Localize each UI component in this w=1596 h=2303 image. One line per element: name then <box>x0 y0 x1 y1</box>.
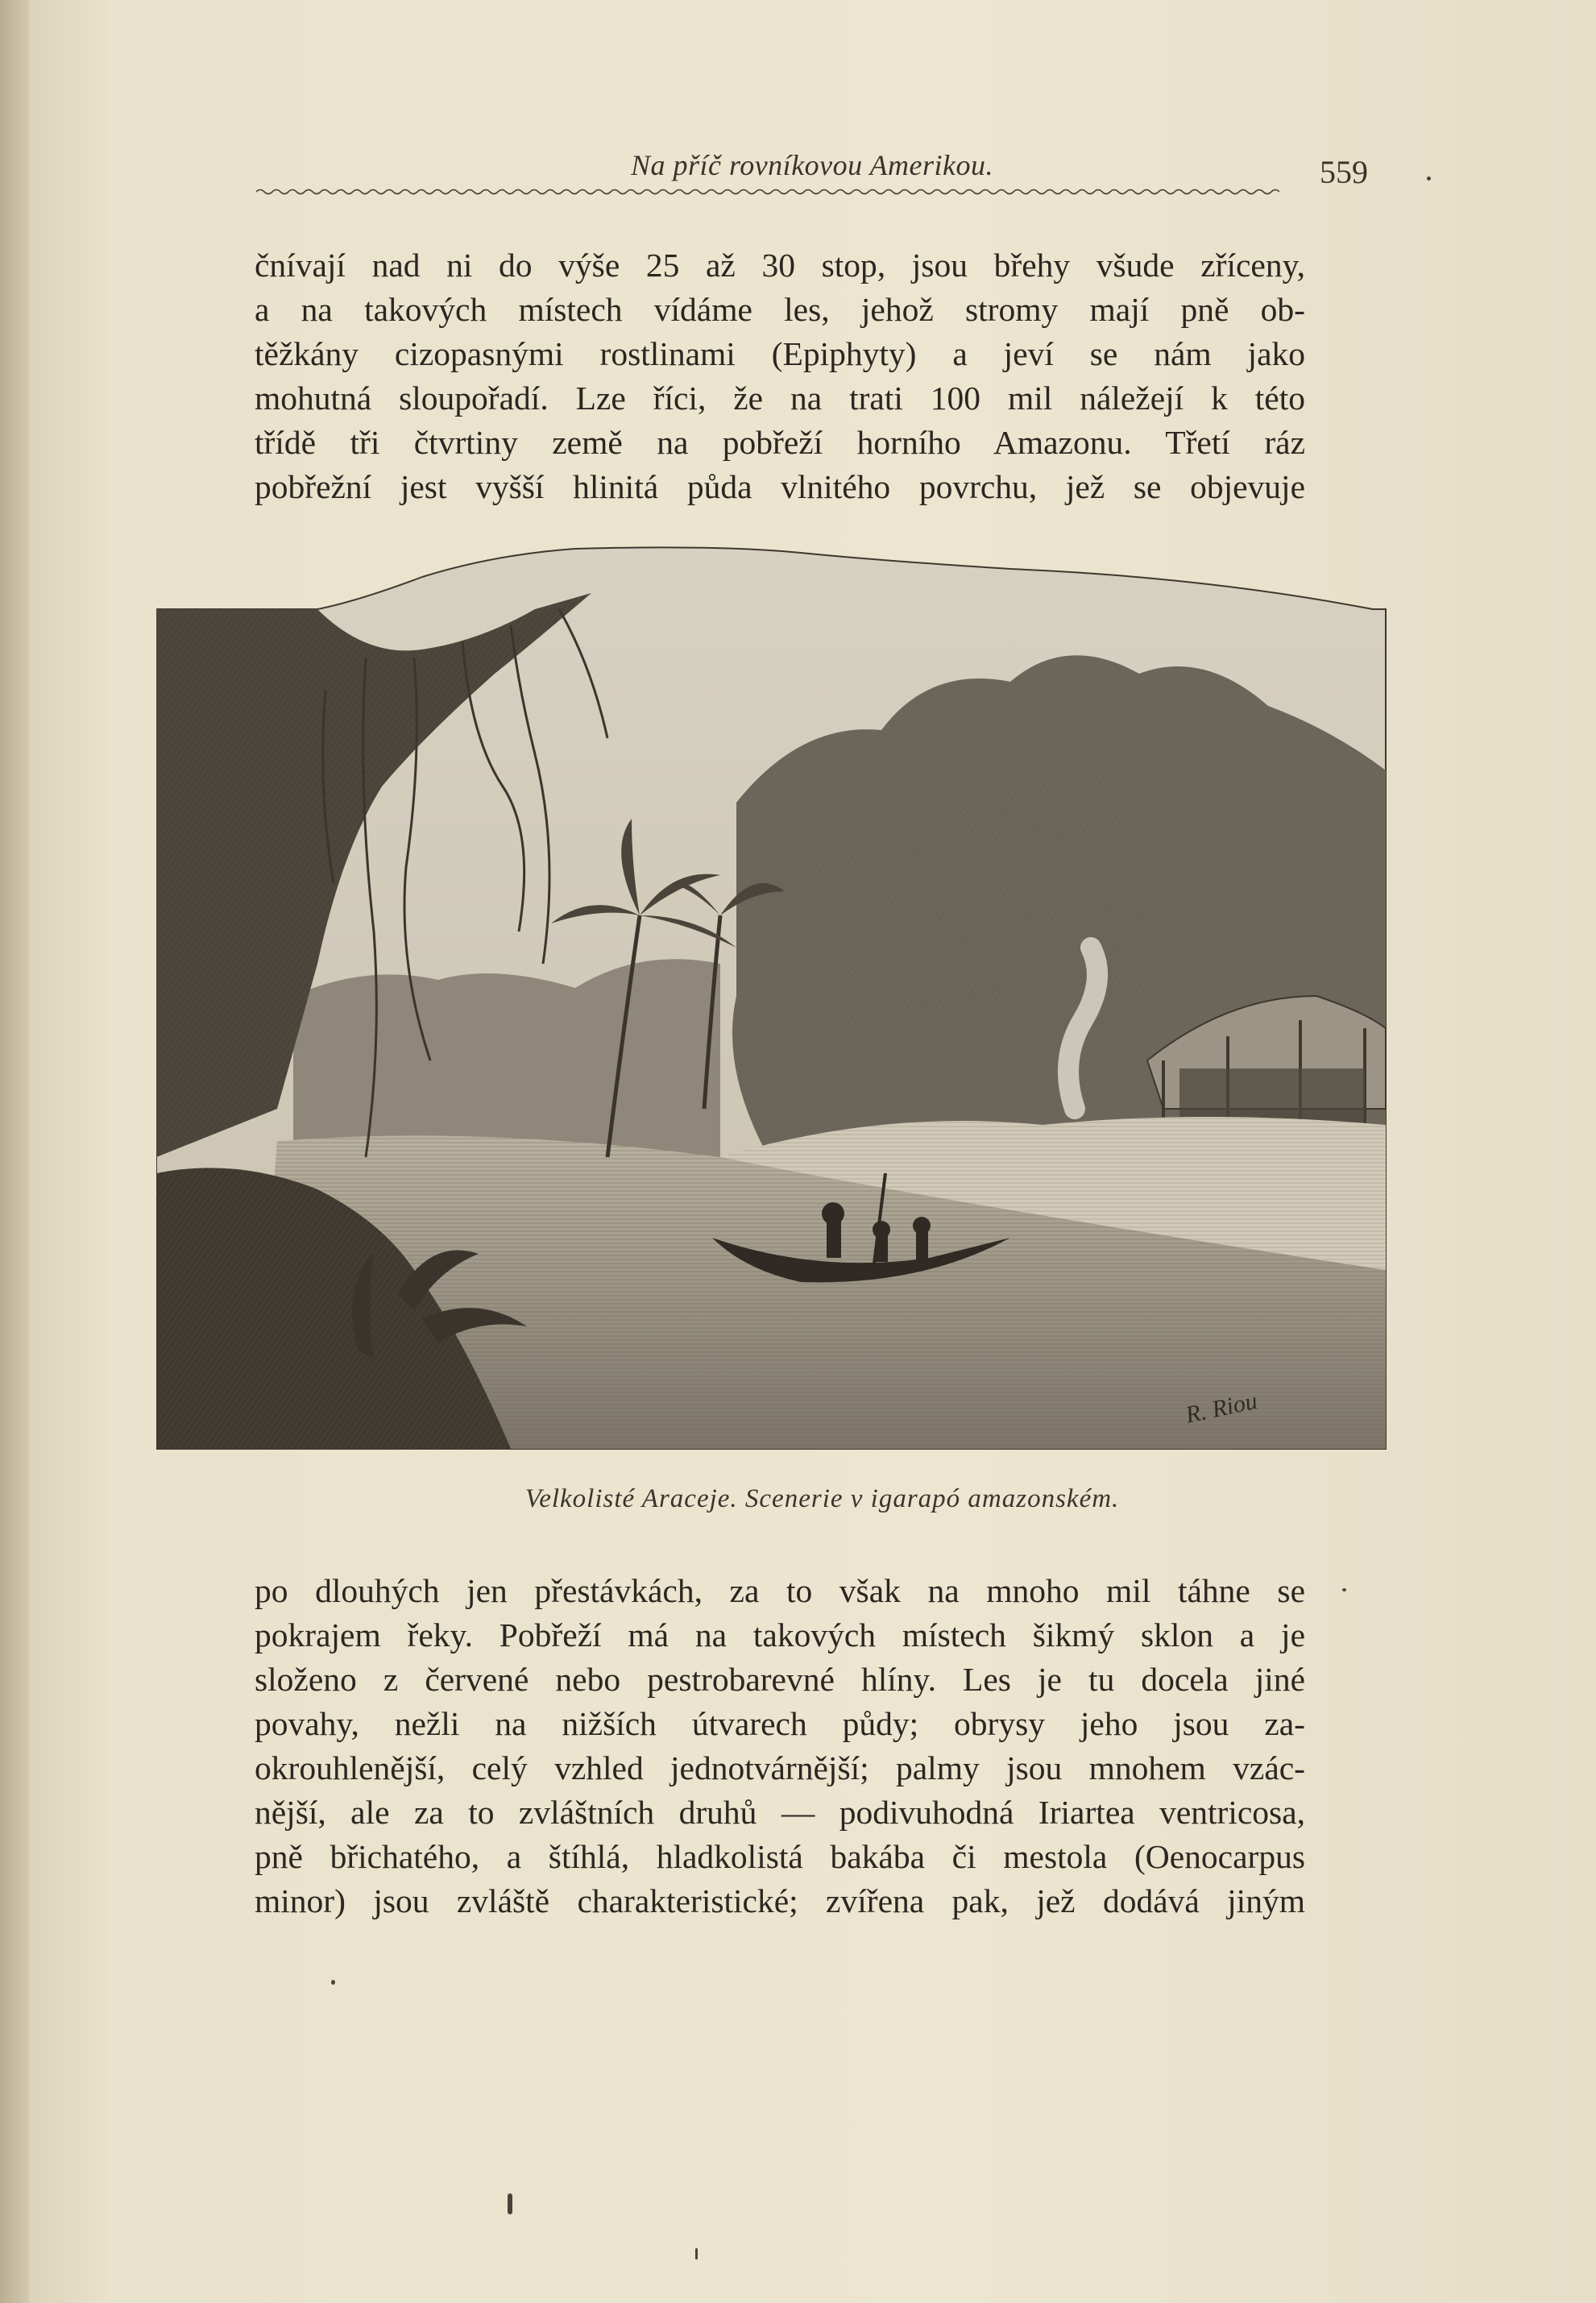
paper-speck <box>508 2193 512 2214</box>
page-binding-edge <box>0 0 29 2303</box>
text-line: okrouhlenější, celý vzhled jednotvárnější; palmy jsou mnohem vzác- <box>255 1749 1305 1786</box>
paragraph-lower <box>255 1569 1305 1923</box>
header-wavy-rule <box>256 187 1279 197</box>
figure-caption: Velkolisté Araceje. Scenerie v igarapó amazonském. <box>524 1484 1120 1513</box>
text-line: povahy, nežli na nižších útvarech půdy; obrysy jeho jsou za- <box>255 1705 1305 1742</box>
page-header <box>256 148 1368 197</box>
paragraph-upper <box>255 243 1305 509</box>
running-title: Na příč rovníkovou Amerikou. <box>631 149 993 181</box>
text-line: minor) jsou zvláště charakteristické; zvířena pak, jež dodává jiným <box>255 1882 1305 1919</box>
text-line: třídě tři čtvrtiny země na pobřeží horního Amazonu. Třetí ráz <box>255 424 1305 461</box>
text-line: těžkány cizopasnými rostlinami (Epiphyty) a jeví se nám jako <box>255 335 1305 372</box>
text-line: čnívají nad ni do výše 25 až 30 stop, jsou břehy všude zříceny, <box>255 247 1305 284</box>
paper-speck <box>1427 176 1431 181</box>
page-number: 559 <box>1320 154 1368 190</box>
engraving-illustration <box>156 545 1387 1452</box>
text-line: po dlouhých jen přestávkách, za to však na mnoho mil táhne se <box>255 1572 1305 1609</box>
paper-speck <box>1342 1588 1346 1591</box>
text-line: pně břichatého, a štíhlá, hladkolistá bakába či mestola (Oenocarpus <box>255 1838 1305 1875</box>
paper-speck <box>331 1980 335 1985</box>
text-line: pokrajem řeky. Pobřeží má na takových místech šikmý sklon a je <box>255 1616 1305 1654</box>
text-line: mohutná sloupořadí. Lze říci, že na trati 100 mil náležejí k této <box>255 380 1305 417</box>
text-line: pobřežní jest vyšší hlinitá půda vlnitého povrchu, jež se objevuje <box>255 468 1305 505</box>
paper-speck <box>695 2248 698 2259</box>
text-line: a na takových místech vídáme les, jehož stromy mají pně ob- <box>255 291 1305 328</box>
artist-signature: R. Riou <box>1183 1387 1260 1429</box>
text-line: složeno z červené nebo pestrobarevné hlíny. Les je tu docela jiné <box>255 1661 1305 1698</box>
text-line: nější, ale za to zvláštních druhů — podivuhodná Iriartea ventricosa, <box>255 1794 1305 1831</box>
